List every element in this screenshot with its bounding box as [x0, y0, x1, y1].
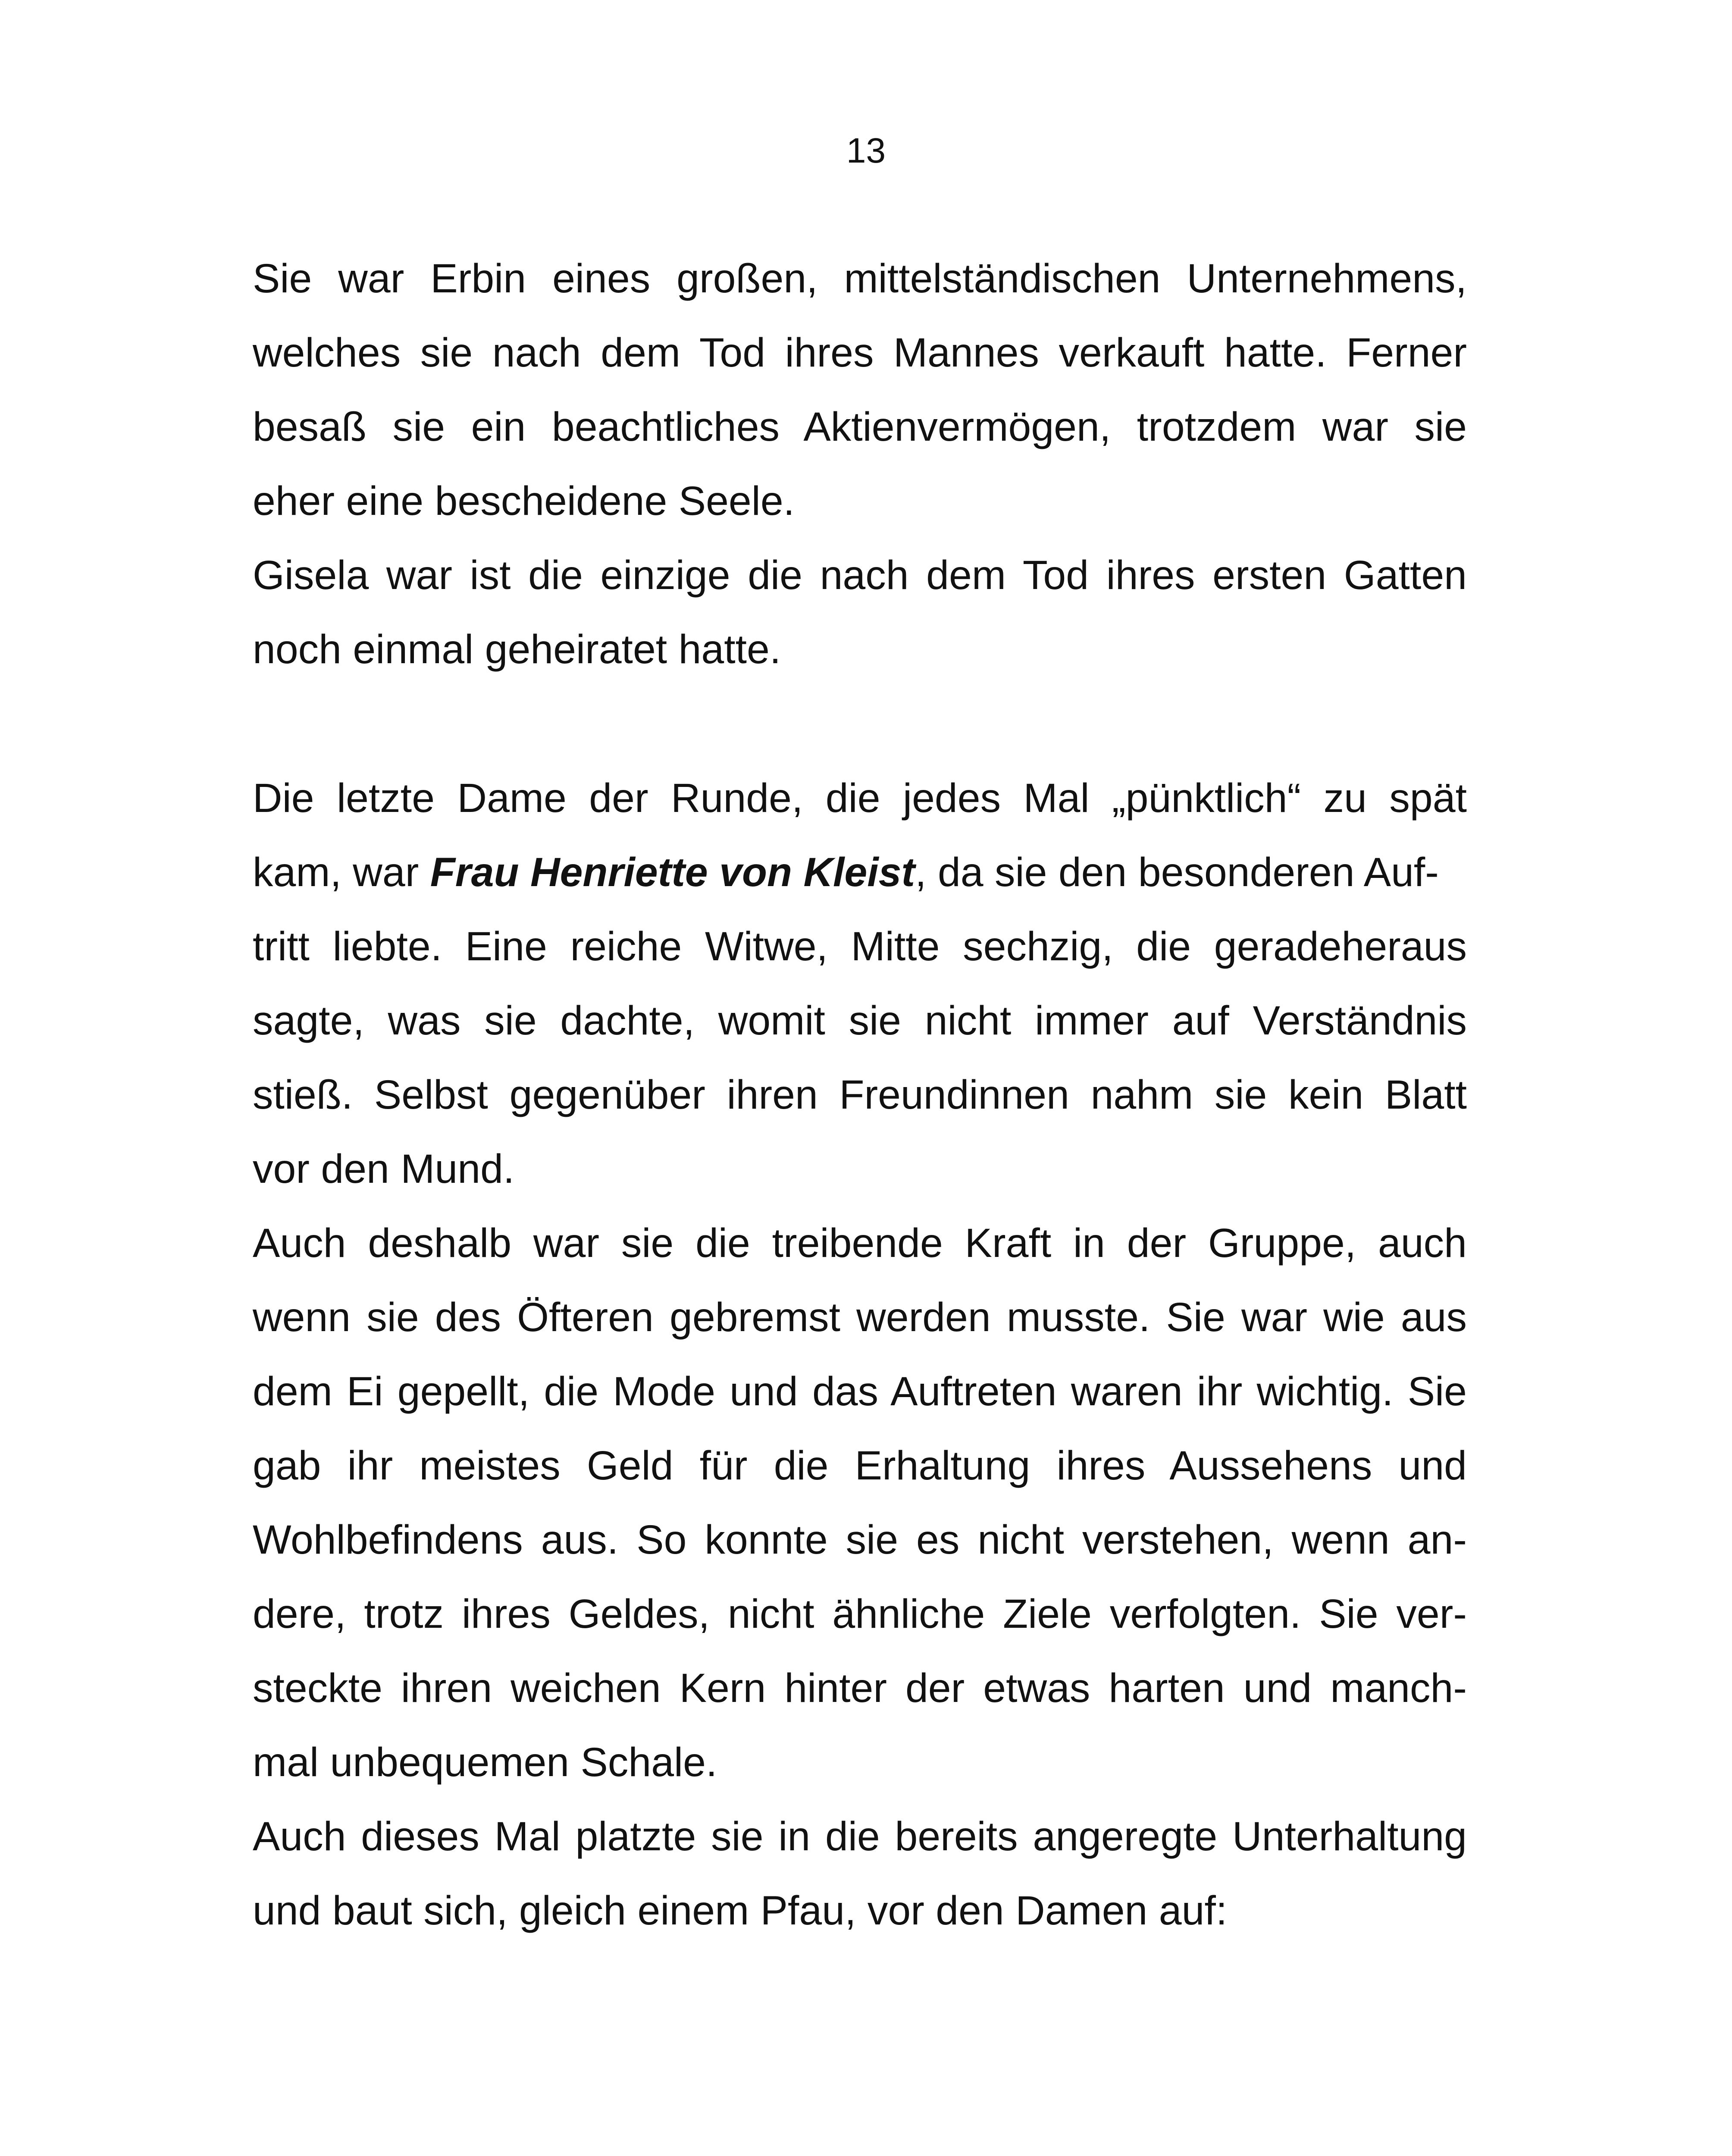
text-line: Wohlbefindens aus. So konnte sie es nicht verstehen, wenn an- [253, 1517, 1467, 1563]
text-line: mal unbequemen Schale. [253, 1739, 717, 1785]
text-line-with-name [253, 835, 1467, 909]
text-line: Die letzte Dame der Runde, die jedes Mal „pünktlich“ zu spät [253, 775, 1467, 821]
character-name: Frau Henriette von Kleist [430, 849, 915, 895]
text-line: steckte ihren weichen Kern hinter der etwas harten und manch- [253, 1665, 1467, 1711]
text-line: Auch deshalb war sie die treibende Kraft in der Gruppe, auch [253, 1220, 1467, 1266]
paragraph-henriette [253, 761, 1467, 1948]
text-segment: kam, war [253, 849, 430, 895]
text-line: eher eine bescheidene Seele. [253, 478, 795, 524]
text-line: vor den Mund. [253, 1146, 515, 1192]
text-line: wenn sie des Öfteren gebremst werden musste. Sie war wie aus [253, 1294, 1467, 1340]
page-number: 13 [846, 131, 886, 170]
text-line: Sie war Erbin eines großen, mittelständischen Unternehmens, [253, 256, 1467, 301]
text-line: besaß sie ein beachtliches Aktienvermögen, trotzdem war sie [253, 404, 1467, 450]
text-line: noch einmal geheiratet hatte. [253, 627, 781, 672]
text-line: und baut sich, gleich einem Pfau, vor den Damen auf: [253, 1888, 1228, 1934]
text-line: gab ihr meistes Geld für die Erhaltung ihres Aussehens und [253, 1443, 1467, 1489]
text-line: Gisela war ist die einzige die nach dem Tod ihres ersten Gatten [253, 552, 1467, 598]
text-line: tritt liebte. Eine reiche Witwe, Mitte sechzig, die geradeheraus [253, 924, 1467, 969]
text-line: dere, trotz ihres Geldes, nicht ähnliche Ziele verfolgten. Sie ver- [253, 1591, 1467, 1637]
text-line: Auch dieses Mal platzte sie in die bereits angeregte Unterhaltung [253, 1814, 1467, 1859]
text-line: sagte, was sie dachte, womit sie nicht immer auf Verständnis [253, 998, 1467, 1044]
text-line: welches sie nach dem Tod ihres Mannes verkauft hatte. Ferner [253, 330, 1467, 376]
paragraph-erbin [253, 241, 1467, 686]
text-line: stieß. Selbst gegenüber ihren Freundinnen nahm sie kein Blatt [253, 1072, 1467, 1118]
text-segment: , da sie den besonderen Auf- [915, 849, 1439, 895]
text-line: dem Ei gepellt, die Mode und das Auftreten waren ihr wichtig. Sie [253, 1369, 1467, 1414]
